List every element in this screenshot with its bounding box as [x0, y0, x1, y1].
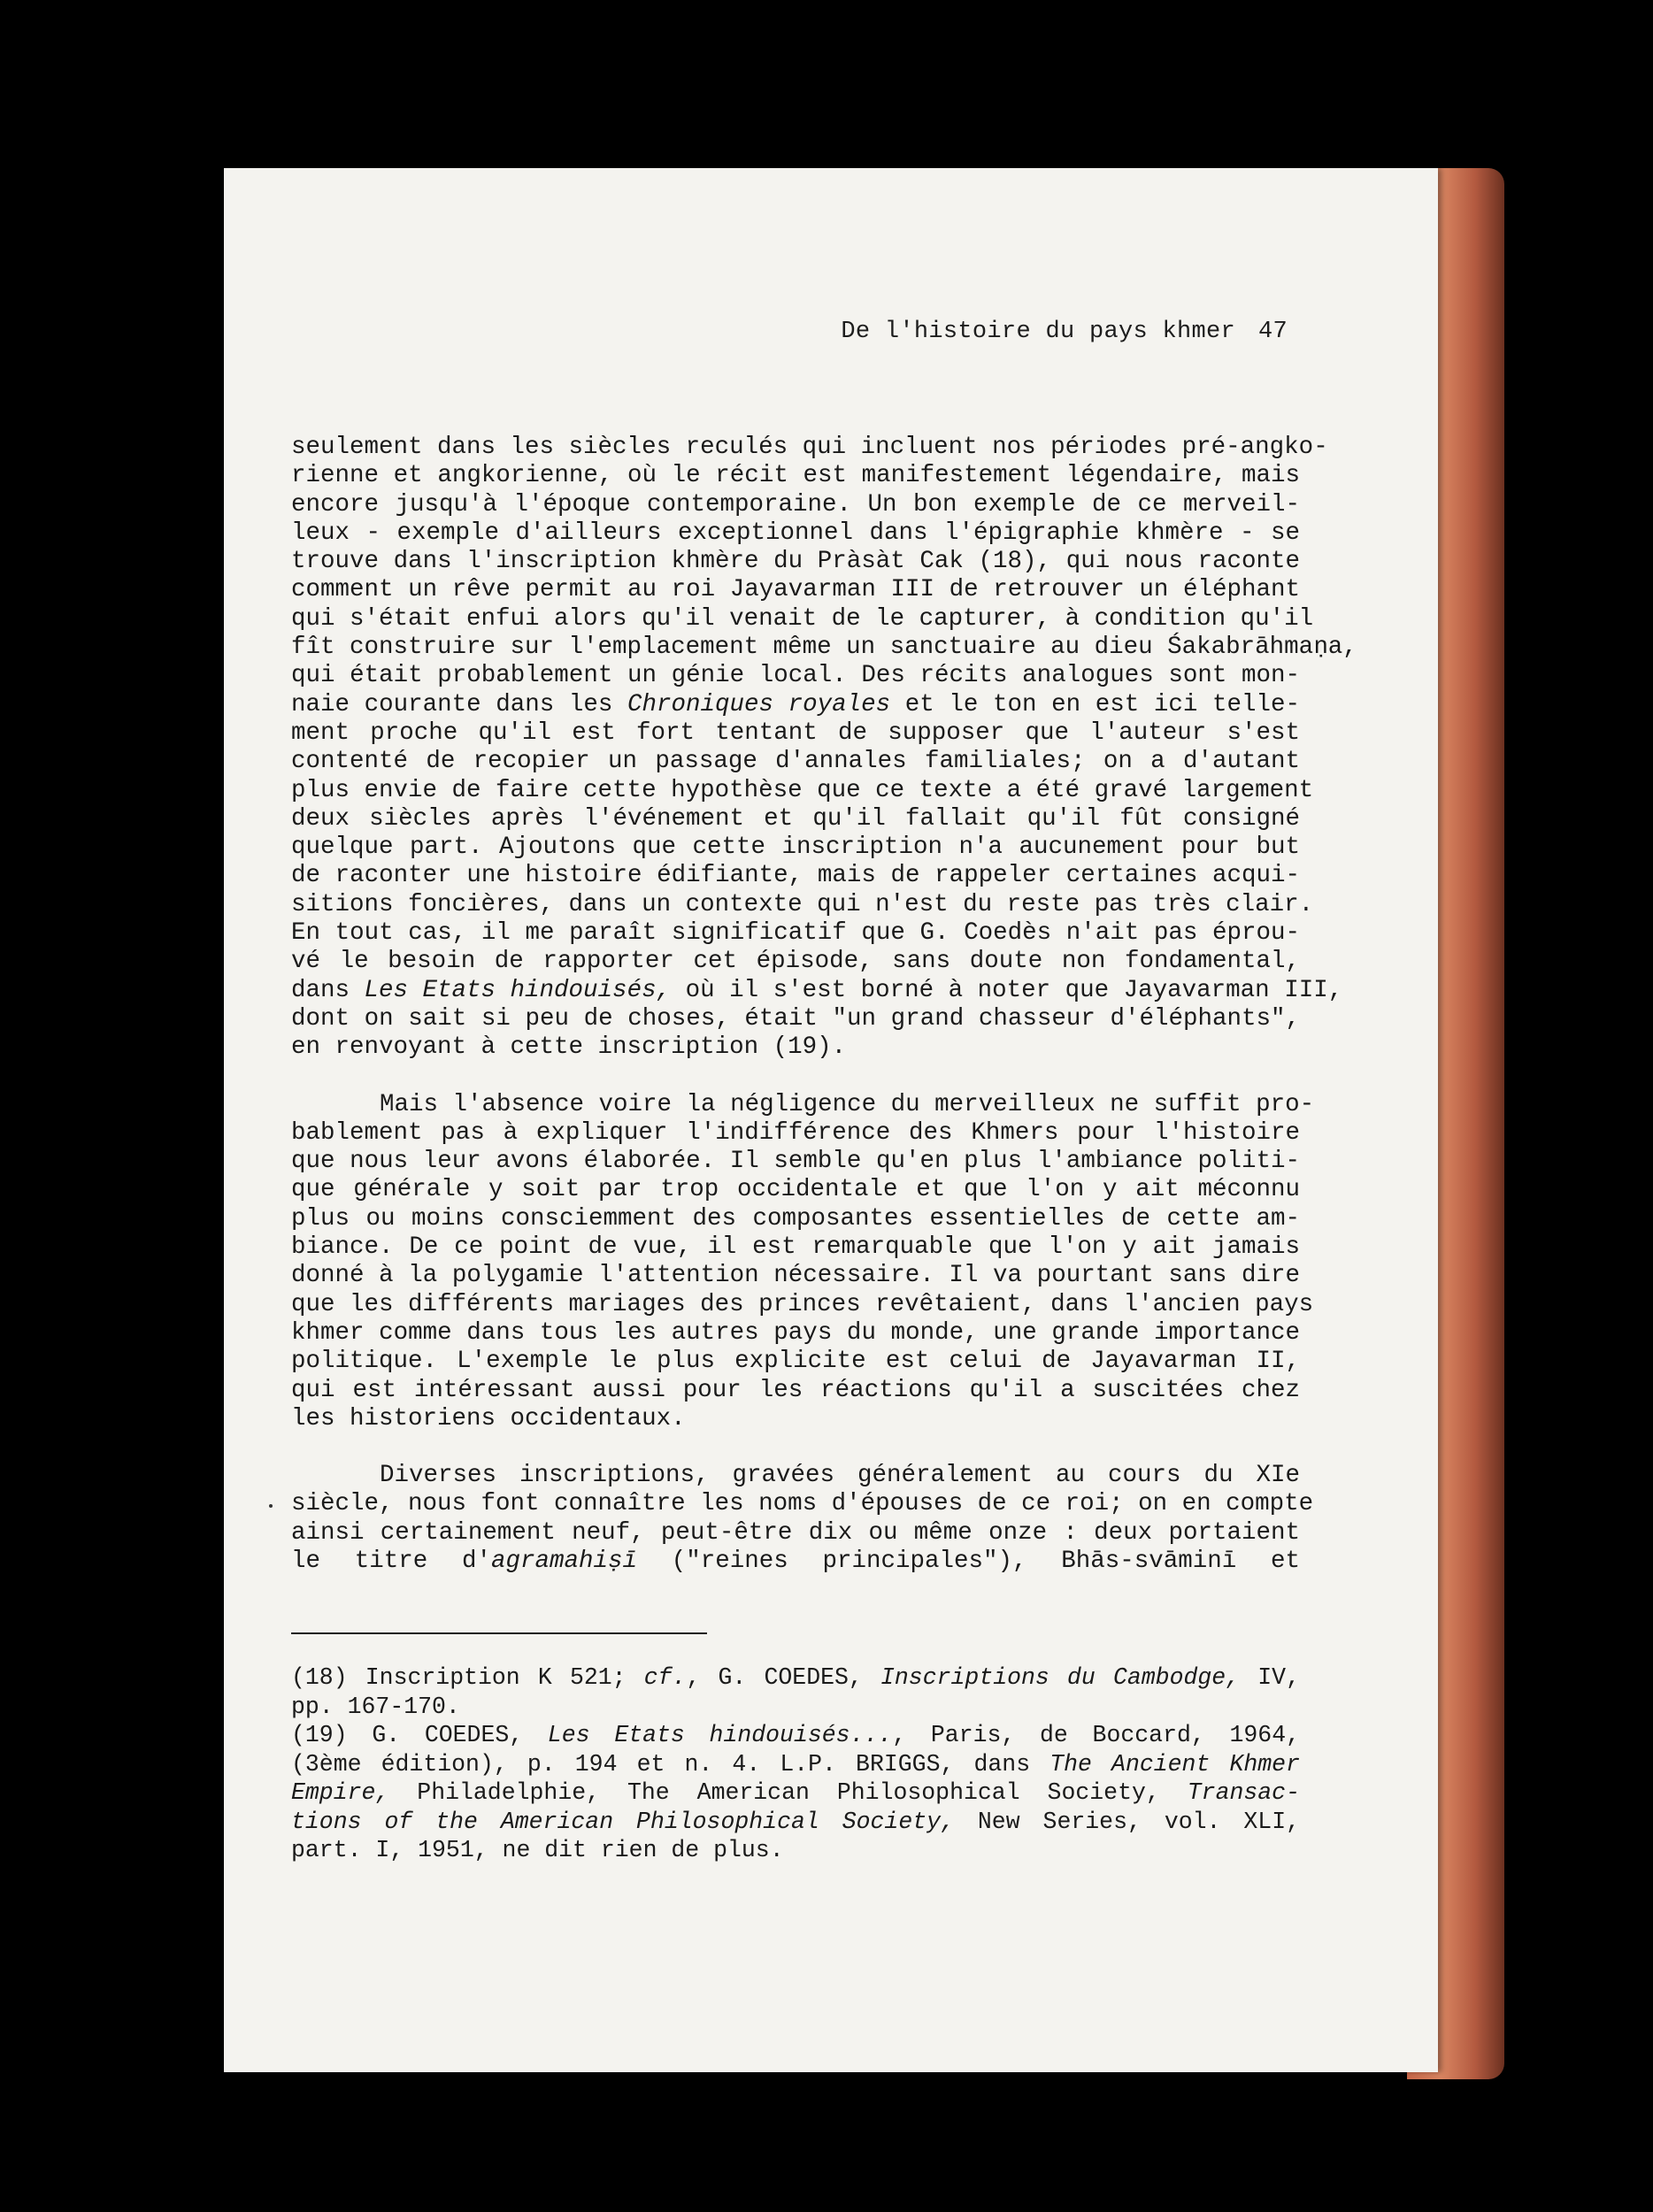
body-text: [291, 434, 1357, 1576]
running-head: [841, 319, 1288, 345]
text-run: bablement pas à expliquer l'indifférence des Khmers pour l'histoire: [291, 1118, 1300, 1147]
text-run: IV,: [1240, 1664, 1300, 1691]
text-line: [291, 519, 1300, 548]
text-line: [291, 604, 1314, 634]
text-line: [291, 1262, 1300, 1290]
book-page: [224, 168, 1438, 2072]
text-run: qui s'était enfui alors qu'il venait de le capturer, à condition qu'il: [291, 604, 1314, 633]
italic-title: Les Etats hindouisés,: [364, 976, 672, 1004]
text-run: qui était probablement un génie local. Des récits analogues sont mon-: [291, 662, 1300, 690]
text-line: [291, 1377, 1300, 1405]
text-run: ainsi certainement neuf, peut-être dix ou même onze : deux portaient: [291, 1518, 1300, 1547]
text-line: [291, 1490, 1314, 1518]
text-run: plus ou moins consciemment des composantes essentielles de cette am-: [291, 1204, 1300, 1233]
text-line: [291, 1290, 1314, 1319]
italic-title: cf.: [643, 1664, 687, 1691]
text-run: trouve dans l'inscription khmère du Pràsàt Cak (18), qui nous raconte: [291, 548, 1300, 576]
text-run: le titre d': [291, 1547, 491, 1575]
text-run: part. I, 1951, ne dit rien de plus.: [291, 1837, 784, 1863]
text-run: donné à la polygamie l'attention nécessaire. Il va pourtant sans dire: [291, 1262, 1300, 1290]
text-run: ("reines principales"), Bhās-svāminī et: [637, 1547, 1301, 1575]
text-line: [291, 662, 1300, 690]
text-line: [291, 548, 1300, 576]
text-line: [291, 462, 1300, 490]
text-run: dont on sait si peu de choses, était "un grand chasseur d'éléphants",: [291, 1004, 1300, 1033]
text-run: Philadelphie, The American Philosophical Society,: [389, 1779, 1188, 1806]
text-line: [291, 862, 1300, 890]
text-run: khmer comme dans tous les autres pays du monde, une grande importance: [291, 1318, 1300, 1347]
paragraph-3: [291, 1462, 1314, 1576]
text-run: politique. L'exemple le plus explicite est celui de Jayavarman II,: [291, 1348, 1300, 1376]
text-run: seulement dans les siècles reculés qui incluent nos périodes pré-angko-: [291, 434, 1328, 461]
text-run: , Paris, de Boccard, 1964,: [892, 1722, 1300, 1748]
text-run: que les différents mariages des princes revêtaient, dans l'ancien pays: [291, 1290, 1314, 1318]
italic-title: agramahiṣī: [490, 1547, 638, 1575]
text-run: Diverses inscriptions, gravées généralement au cours du XIe: [380, 1462, 1300, 1490]
text-run: ment proche qu'il est fort tentant de supposer que l'auteur s'est: [291, 718, 1300, 747]
text-run: et le ton en est ici telle-: [890, 690, 1301, 718]
text-line: [291, 1148, 1300, 1176]
text-line: [291, 1205, 1300, 1233]
text-line: [291, 634, 1357, 662]
footnote-line: [291, 1663, 1300, 1693]
text-line: [291, 805, 1300, 833]
text-run: sitions foncières, dans un contexte qui n'est du reste pas très clair.: [291, 890, 1314, 918]
footnote-line: [291, 1836, 1300, 1865]
text-line: [291, 976, 1343, 1005]
text-run: où il s'est borné à noter que Jayavarman III,: [671, 976, 1343, 1004]
text-run: rienne et angkorienne, où le récit est manifestement légendaire, mais: [291, 462, 1300, 490]
running-head-title: De l'histoire du pays khmer: [841, 319, 1235, 345]
italic-title: Empire,: [291, 1779, 390, 1806]
text-run: (18) Inscription K 521;: [291, 1664, 644, 1691]
text-line: [291, 919, 1300, 948]
text-line: [291, 1405, 1300, 1433]
text-run: qui est intéressant aussi pour les réactions qu'il a suscitées chez: [291, 1376, 1300, 1404]
text-line: [291, 1119, 1300, 1148]
paragraph-2: [291, 1090, 1315, 1434]
text-run: En tout cas, il me paraît significatif que G. Coedès n'ait pas éprou-: [291, 919, 1300, 948]
text-run: Mais l'absence voire la négligence du merveilleux ne suffit pro-: [380, 1090, 1315, 1118]
text-run: New Series, vol. XLI,: [954, 1808, 1300, 1835]
text-run: , G. COEDES,: [686, 1664, 880, 1691]
text-line: [291, 1462, 1300, 1490]
text-line: [291, 833, 1300, 862]
text-run: que nous leur avons élaborée. Il semble qu'en plus l'ambiance politi-: [291, 1148, 1300, 1176]
text-run: que générale y soit par trop occidentale et que l'on y ait méconnu: [291, 1176, 1300, 1204]
text-line: [291, 1548, 1300, 1576]
text-run: deux siècles après l'événement et qu'il fallait qu'il fût consigné: [291, 804, 1300, 833]
italic-title: Les Etats hindouisés...: [547, 1722, 893, 1748]
text-line: [291, 1033, 1300, 1062]
margin-mark: [269, 1504, 273, 1508]
footnote-line: [291, 1808, 1300, 1837]
text-run: vé le besoin de rapporter cet épisode, sans doute non fondamental,: [291, 948, 1300, 976]
text-line: [291, 1233, 1300, 1262]
footnotes: [291, 1663, 1300, 1865]
italic-title: Inscriptions du Cambodge,: [880, 1664, 1241, 1691]
text-line: [291, 890, 1314, 919]
text-run: biance. De ce point de vue, il est remarquable que l'on y ait jamais: [291, 1233, 1300, 1262]
text-line: [291, 719, 1300, 748]
text-line: [291, 1005, 1300, 1033]
page-number: 47: [1257, 319, 1288, 345]
text-line: [291, 576, 1300, 604]
text-run: pp. 167-170.: [291, 1693, 460, 1720]
text-line: [291, 1519, 1300, 1548]
text-line: [291, 1176, 1300, 1204]
text-line: [291, 491, 1300, 519]
text-line: [291, 776, 1314, 805]
text-run: siècle, nous font connaître les noms d'épouses de ce roi; on en compte: [291, 1490, 1314, 1518]
text-run: dans: [291, 976, 365, 1004]
text-line: [291, 1348, 1300, 1376]
italic-title: tions of the American Philosophical Society,: [291, 1808, 955, 1835]
text-line: [291, 1319, 1300, 1348]
text-run: de raconter une histoire édifiante, mais de rappeler certaines acqui-: [291, 862, 1300, 890]
text-line: [291, 748, 1300, 776]
text-run: leux - exemple d'ailleurs exceptionnel dans l'épigraphie khmère - se: [291, 518, 1300, 547]
text-run: naie courante dans les: [291, 690, 627, 718]
text-line: [291, 691, 1300, 719]
text-run: plus envie de faire cette hypothèse que ce texte a été gravé largement: [291, 776, 1314, 804]
text-run: fît construire sur l'emplacement même un sanctuaire au dieu Śakabrāhmaṇa,: [291, 634, 1357, 662]
text-run: comment un rêve permit au roi Jayavarman III de retrouver un éléphant: [291, 576, 1300, 604]
text-run: encore jusqu'à l'époque contemporaine. Un bon exemple de ce merveil-: [291, 490, 1300, 518]
footnote-line: [291, 1721, 1300, 1750]
italic-title: The Ancient Khmer: [1049, 1750, 1300, 1778]
text-line: [291, 948, 1300, 976]
text-run: contenté de recopier un passage d'annales familiales; on a d'autant: [291, 748, 1300, 776]
text-line: [291, 434, 1328, 462]
footnote-line: [291, 1750, 1300, 1779]
italic-title: Transac-: [1187, 1779, 1300, 1806]
text-run: (3ème édition), p. 194 et n. 4. L.P. BRIGGS, dans: [291, 1750, 1050, 1778]
footnote-rule: [291, 1632, 707, 1634]
italic-title: Chroniques royales: [627, 690, 891, 718]
footnote-line: [291, 1778, 1300, 1808]
footnote-line: [291, 1693, 1300, 1722]
text-line: [291, 1090, 1315, 1119]
text-run: en renvoyant à cette inscription (19).: [291, 1033, 847, 1062]
text-run: (19) G. COEDES,: [291, 1722, 548, 1748]
text-run: les historiens occidentaux.: [291, 1404, 686, 1432]
paragraph-1: [291, 434, 1357, 1063]
text-run: quelque part. Ajoutons que cette inscription n'a aucunement pour but: [291, 833, 1300, 862]
